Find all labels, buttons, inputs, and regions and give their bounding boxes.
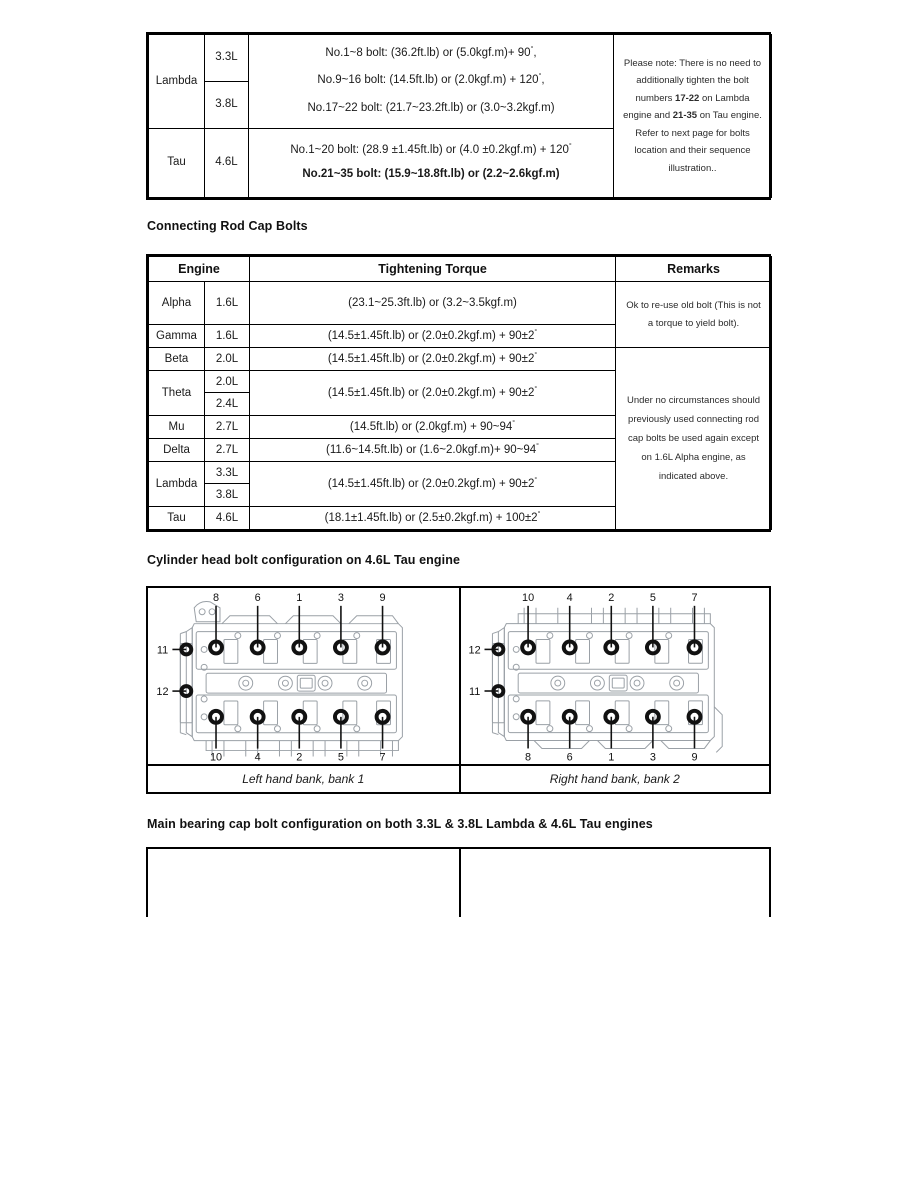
bolt-label-top: 3 [337,591,344,604]
displacement-cell: 1.6L [205,282,250,324]
main-bearing-pane-left [148,849,459,917]
displacement-cell: 3.8L [205,484,250,506]
engine-name-cell: Gamma [149,324,205,347]
bolt-label-bottom: 10 [209,751,223,764]
torque-cell [249,35,614,129]
right-bank-svg [461,588,770,764]
heading-connecting-rod-cap-bolts: Connecting Rod Cap Bolts [147,219,308,233]
bolt-label-top: 8 [212,591,220,604]
column-header-tightening-torque: Tightening Torque [250,257,616,282]
bolt-label-bottom: 7 [379,751,386,764]
engine-name-cell: Theta [149,371,205,415]
remark-part-2: on Lambda engine and [623,92,750,122]
remark-bold-21-35: 21-35 [672,110,698,122]
engine-name-cell: Lambda [149,35,205,129]
displacement-cell: 3.3L [205,35,249,82]
bolt-label-top: 1 [296,591,303,604]
displacement-cell: 3.8L [205,81,249,128]
table-row [149,35,772,82]
remark-part-3: on Tau engine. Refer to next page for bolts location and their sequence illustration.. [634,110,762,174]
table-header-row [149,257,772,282]
bolt-label-top: 6 [254,591,261,604]
remark-part-1: Please note: There is no need to additionally tighten the bolt numbers [623,57,762,104]
bolt-label-side: 12 [468,644,481,657]
engine-head-illustration-left [148,588,459,764]
torque-cell [249,128,614,197]
bolt-label-bottom: 3 [649,751,656,764]
displacement-cell: 2.0L [205,371,250,393]
torque-line: No.1~8 bolt: (36.2ft.lb) or (5.0kgf.m)+ 90°, [325,46,537,59]
remarks-cell [614,35,772,198]
engine-name-cell: Mu [149,415,205,438]
heading-cylinder-head-bolt-configuration: Cylinder head bolt configuration on 4.6L Tau engine [147,553,460,567]
displacement-cell: 3.3L [205,462,250,484]
engine-name-cell: Lambda [149,462,205,506]
table-row [149,282,772,324]
bolt-label-side: 11 [468,685,480,698]
engine-name-cell: Tau [149,128,205,197]
torque-line: No.1~20 bolt: (28.9 ±1.45ft.lb) or (4.0 ±0.2kgf.m) + 120° [290,143,572,156]
bolt-label-top: 5 [649,591,656,604]
bolt-label-bottom: 4 [254,751,261,764]
bolt-label-bottom: 5 [337,751,344,764]
remarks-cell-alpha [616,282,772,348]
bolt-label-top: 10 [521,591,534,604]
engine-head-illustration-right [461,588,770,764]
torque-cell: (14.5±1.45ft.lb) or (2.0±0.2kgf.m) + 90±2° [250,347,616,370]
column-header-engine: Engine [149,257,250,282]
displacement-cell: 2.0L [205,347,250,370]
displacement-cell: 2.7L [205,415,250,438]
bolt-label-bottom: 2 [296,751,303,764]
bolt-label-top: 2 [607,591,614,604]
left-bank-svg [148,588,459,764]
engine-name-cell: Alpha [149,282,205,324]
remarks-text: Ok to re-use old bolt (This is not a torque to yield bolt). [626,299,761,329]
torque-cell: (14.5±1.45ft.lb) or (2.0±0.2kgf.m) + 90±2° [250,324,616,347]
bolt-label-top: 7 [690,591,698,604]
diagram-pane-right-bank [459,588,770,792]
bolt-label-side: 12 [156,686,169,699]
remarks-text: Under no circumstances should previously used connecting rod cap bolts be used again except on 1.6L Alpha engine, as indicated above. [626,394,761,482]
engine-name-cell: Delta [149,438,205,461]
torque-line: No.17~22 bolt: (21.7~23.2ft.lb) or (3.0~3.2kgf.m) [307,102,555,115]
caption-left-bank: Left hand bank, bank 1 [148,764,459,792]
displacement-cell: 1.6L [205,324,250,347]
torque-cell: (14.5±1.45ft.lb) or (2.0±0.2kgf.m) + 90±2° [250,462,616,506]
torque-cell: (23.1~25.3ft.lb) or (3.2~3.5kgf.m) [250,282,616,324]
displacement-cell: 2.4L [205,393,250,415]
engine-name-cell: Tau [149,506,205,529]
main-bearing-diagram-table [146,847,771,917]
table-row [149,347,772,370]
bolt-label-bottom: 6 [566,751,573,764]
connecting-rod-torque-table [146,254,771,532]
bolt-label-top: 9 [379,591,386,604]
column-header-remarks: Remarks [616,257,772,282]
remarks-cell-rest [616,347,772,529]
bolt-label-side: 11 [156,644,169,657]
displacement-cell: 4.6L [205,128,249,197]
torque-line: No.9~16 bolt: (14.5ft.lb) or (2.0kgf.m) + 120°, [317,73,545,87]
torque-cell: (18.1±1.45ft.lb) or (2.5±0.2kgf.m) + 100±2° [250,506,616,529]
torque-cell: (14.5±1.45ft.lb) or (2.0±0.2kgf.m) + 90±2° [250,371,616,415]
main-bearing-pane-right [459,849,770,917]
remark-bold-17-22: 17-22 [675,92,700,104]
remarks-text [615,49,770,184]
displacement-cell: 4.6L [205,506,250,529]
bolt-label-bottom: 1 [607,751,614,764]
engine-name-cell: Beta [149,347,205,370]
cylinder-head-diagram-block [146,586,771,794]
displacement-cell: 2.7L [205,438,250,461]
bolt-label-bottom: 9 [690,751,698,764]
bolt-label-top: 4 [566,591,573,604]
cylinder-head-torque-table [146,32,771,200]
torque-line-bold: No.21~35 bolt: (15.9~18.8ft.lb) or (2.2~2.6kgf.m) [302,167,560,180]
heading-main-bearing-cap-bolt-configuration: Main bearing cap bolt configuration on both 3.3L & 3.8L Lambda & 4.6L Tau engines [147,817,653,831]
torque-cell: (11.6~14.5ft.lb) or (1.6~2.0kgf.m)+ 90~94° [250,438,616,461]
diagram-pane-left-bank [148,588,459,792]
torque-cell: (14.5ft.lb) or (2.0kgf.m) + 90~94° [250,415,616,438]
caption-right-bank: Right hand bank, bank 2 [461,764,770,792]
bolt-label-bottom: 8 [524,751,531,764]
